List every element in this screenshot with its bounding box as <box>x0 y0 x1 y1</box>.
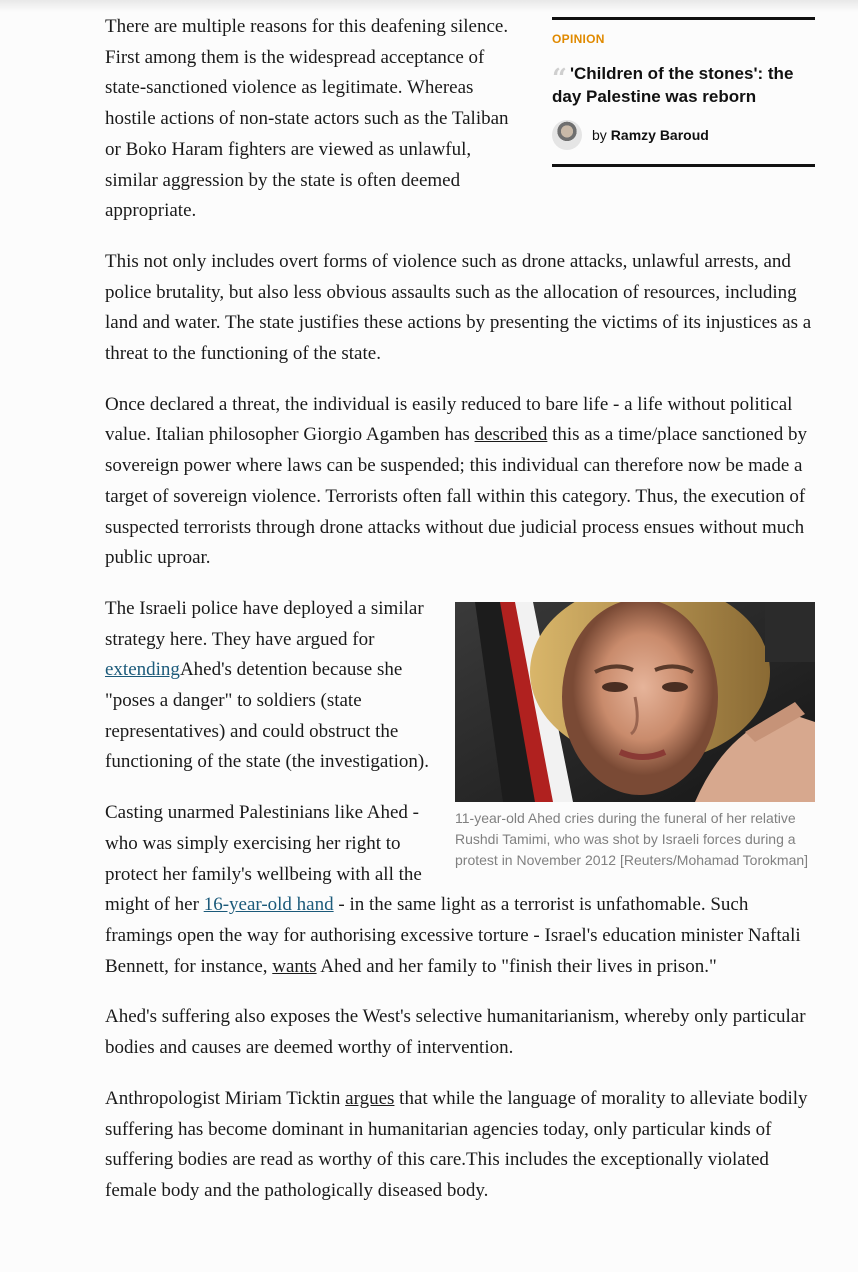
author-name[interactable]: Ramzy Baroud <box>610 127 709 143</box>
paragraph-4: The Israeli police have deployed a similar strategy here. They have argued for extendingAhed's detention because she "poses a danger" to soldiers (state representatives) and could obstruct the functioning of the state (the investigation). <box>105 597 429 773</box>
article-figure <box>455 602 815 871</box>
photo-caption: 11-year-old Ahed cries during the funeral of her relative Rushdi Tamimi, who was shot by Israeli forces during a protest in November 2012 [Reuters/Mohamad Torokman] <box>455 809 809 868</box>
opinion-kicker: OPINION <box>552 32 605 46</box>
paragraph-7: Anthropologist Miriam Ticktin argues that while the language of morality to alleviate bodily suffering has become dominant in humanitarian agencies today, only particular kinds of suffering bodies are read as worthy of this care.This includes the exceptionally violated female body and the pathologically diseased body. <box>105 1087 808 1201</box>
opinion-headline-text[interactable]: 'Children of the stones': the day Palestine was reborn <box>552 64 794 106</box>
quote-icon: “ <box>552 64 567 94</box>
paragraph-5: Casting unarmed Palestinians like Ahed - who was simply exercising her right to protect her family's wellbeing with all the might of her 16-year-old hand - in the same light as a terrorist is unfathomable. Such framings open the way for authorising excessive torture - Israel's education minister Naftali Bennett, for instance, wants Ahed and her family to "finish their lives in prison." <box>105 802 801 977</box>
paragraph-2: This not only includes overt forms of violence such as drone attacks, unlawful arrests, and police brutality, but also less obvious assaults such as the allocation of resources, including land and water. The state justifies these actions by presenting the victims of its injustices as a threat to the functioning of the state. <box>105 250 812 365</box>
wants-link[interactable]: wants <box>272 955 317 977</box>
article-body <box>105 12 815 1227</box>
paragraph-6: Ahed's suffering also exposes the West's selective humanitarianism, whereby only particular bodies and causes are deemed worthy of intervention. <box>105 1006 806 1059</box>
argues-link[interactable]: argues <box>345 1087 395 1109</box>
byline-prefix: by <box>592 127 607 143</box>
top-fade-bar <box>0 0 858 12</box>
opinion-headline[interactable] <box>552 62 815 108</box>
16-year-old-hand-link[interactable]: 16-year-old hand <box>203 894 334 916</box>
extending-link[interactable]: extending <box>105 659 180 681</box>
opinion-byline <box>552 120 815 150</box>
ahed-photo <box>455 602 815 802</box>
author-avatar <box>552 120 582 150</box>
paragraph-3: Once declared a threat, the individual is easily reduced to bare life - a life without political value. Italian philosopher Giorgio Agamben has described this as a time/place sanctioned by sovereign power where laws can be suspended; this individual can therefore now be made a target of sovereign violence. Terrorists often fall within this category. Thus, the execution of suspected terrorists through drone attacks without due judicial process ensues without much public uproar. <box>105 393 807 569</box>
described-link[interactable]: described <box>474 424 548 446</box>
paragraph-1: There are multiple reasons for this deafening silence. First among them is the widespread acceptance of state-sanctioned violence as legitimate. Whereas hostile actions of non-state actors such as the Taliban or Boko Haram fighters are viewed as unlawful, similar aggression by the state is often deemed appropriate. <box>105 16 509 222</box>
related-opinion-card[interactable] <box>552 17 815 167</box>
